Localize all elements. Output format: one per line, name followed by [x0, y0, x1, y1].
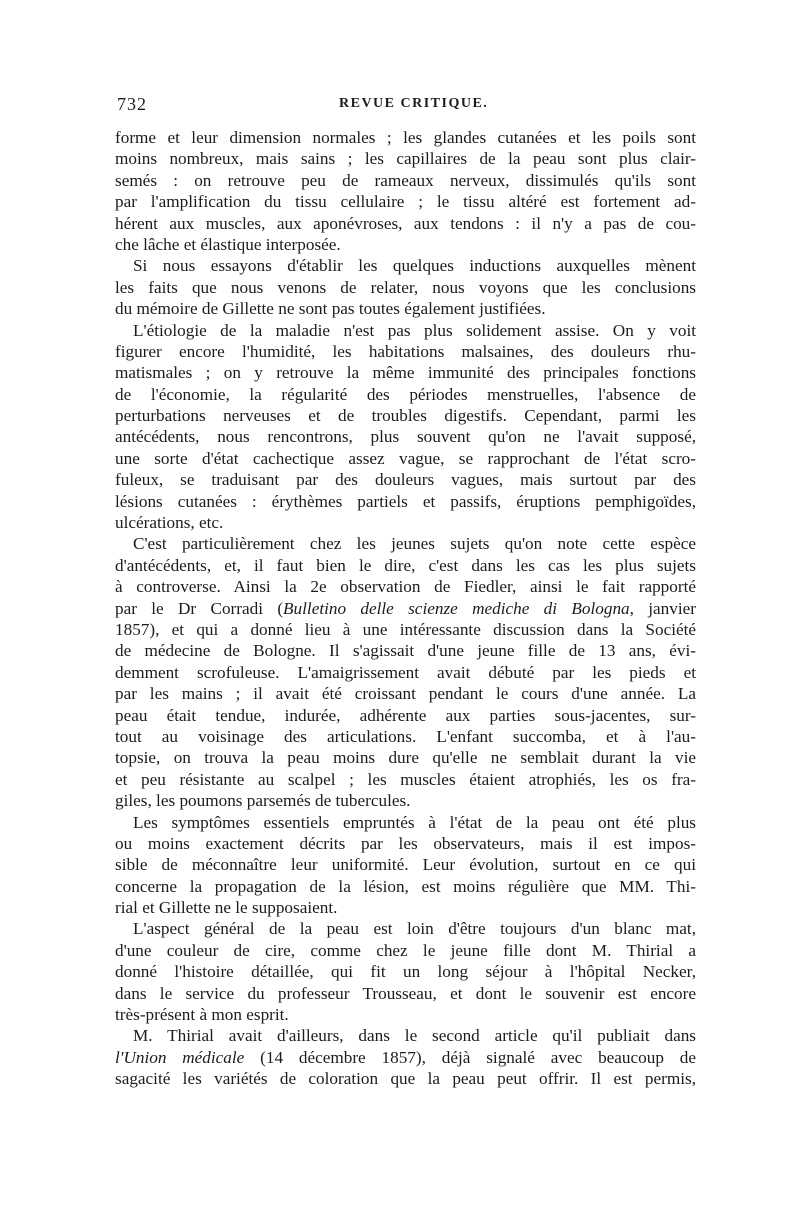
text-line: dans le service du professeur Trousseau, et dont le souvenir est encore	[115, 983, 696, 1003]
text-line: donné l'histoire détaillée, qui fit un long séjour à l'hôpital Necker,	[115, 962, 696, 982]
text-line: sible de méconnaître leur uniformité. Leur évolution, surtout en ce qui	[115, 855, 696, 875]
text-line: sagacité les variétés de coloration que la peau peut offrir. Il est permis,	[115, 1069, 696, 1089]
text-line: et peu résistante au scalpel ; les muscles étaient atrophiés, les os fra-	[115, 769, 696, 789]
text-line: 1857), et qui a donné lieu à une intéressante discussion dans la Société	[115, 619, 696, 639]
text-line: fuleux, se traduisant par des douleurs vagues, mais surtout par des	[115, 470, 696, 490]
text-line: rial et Gillette ne le supposaient.	[115, 898, 338, 918]
text-line: antécédents, nous rencontrons, plus souvent qu'on ne l'avait supposé,	[115, 427, 696, 447]
text-line: figurer encore l'humidité, les habitations malsaines, des douleurs rhu-	[115, 341, 696, 361]
text-line: Les symptômes essentiels empruntés à l'état de la peau ont été plus	[133, 812, 696, 832]
text-line: à controverse. Ainsi la 2e observation de Fiedler, ainsi le fait rapporté	[115, 577, 696, 597]
text-line: d'une couleur de cire, comme chez le jeune fille dont M. Thirial a	[115, 940, 696, 960]
body-text	[115, 127, 696, 1090]
text-line: très-présent à mon esprit.	[115, 1005, 289, 1025]
text-line: giles, les poumons parsemés de tubercules.	[115, 791, 411, 811]
text-line: de l'économie, la régularité des périodes menstruelles, l'absence de	[115, 384, 696, 404]
text-line: perturbations nerveuses et de troubles digestifs. Cependant, parmi les	[115, 406, 696, 426]
text-line: topsie, on trouva la peau moins dure qu'elle ne semblait durant la vie	[115, 748, 696, 768]
text-line: l'Union médicale (14 décembre 1857), déjà signalé avec beaucoup de	[115, 1047, 696, 1067]
text-line: par le Dr Corradi (Bulletino delle scienze mediche di Bologna, janvier	[115, 598, 696, 618]
text-line: peau était tendue, indurée, adhérente aux parties sous-jacentes, sur-	[115, 705, 696, 725]
italic-title: l'Union médicale	[115, 1047, 245, 1067]
text-line: M. Thirial avait d'ailleurs, dans le second article qu'il publiait dans	[133, 1026, 696, 1046]
running-head: REVUE CRITIQUE.	[339, 96, 489, 111]
text-line: forme et leur dimension normales ; les glandes cutanées et les poils sont	[115, 128, 696, 147]
text-line: demment scrofuleuse. L'amaigrissement avait débuté par les pieds et	[115, 662, 696, 682]
text-line: Si nous essayons d'établir les quelques inductions auxquelles mènent	[133, 256, 696, 276]
page-header	[117, 94, 694, 124]
text-line: les faits que nous venons de relater, nous voyons que les conclusions	[115, 277, 696, 297]
text-line: hérent aux muscles, aux aponévroses, aux tendons : il n'y a pas de cou-	[115, 213, 696, 233]
text-line: concerne la propagation de la lésion, est moins régulière que MM. Thi-	[115, 876, 696, 896]
text-line: moins nombreux, mais sains ; les capillaires de la peau sont plus clair-	[115, 149, 696, 169]
italic-title: Bulletino delle scienze mediche di Bologna	[283, 598, 630, 618]
text-line: ulcérations, etc.	[115, 513, 224, 533]
text-line: d'antécédents, et, il faut bien le dire, c'est dans les cas les plus sujets	[115, 555, 696, 575]
text-line: lésions cutanées : érythèmes partiels et passifs, éruptions pemphigoïdes,	[115, 491, 696, 511]
text-line: par l'amplification du tissu cellulaire ; le tissu altéré est fortement ad-	[115, 192, 696, 212]
text-line: che lâche et élastique interposée.	[115, 234, 341, 254]
text-line: par les mains ; il avait été croissant pendant le cours d'une année. La	[115, 684, 696, 704]
text-line: L'aspect général de la peau est loin d'être toujours d'un blanc mat,	[133, 919, 696, 939]
text-line: de médecine de Bologne. Il s'agissait d'une jeune fille de 13 ans, évi-	[115, 641, 696, 661]
text-line: du mémoire de Gillette ne sont pas toutes également justifiées.	[115, 299, 546, 319]
text-line: semés : on retrouve peu de rameaux nerveux, dissimulés qu'ils sont	[115, 170, 696, 190]
text-line: tout au voisinage des articulations. L'enfant succomba, et à l'au-	[115, 726, 696, 746]
text-line: ou moins exactement décrits par les observateurs, mais il est impos-	[115, 833, 696, 853]
page-number: 732	[117, 94, 147, 114]
text-line: C'est particulièrement chez les jeunes sujets qu'on note cette espèce	[133, 534, 696, 554]
text-line: L'étiologie de la maladie n'est pas plus solidement assise. On y voit	[133, 320, 696, 340]
text-line: matismales ; on y retrouve la même immunité des principales fonctions	[115, 363, 696, 383]
text-line: une sorte d'état cachectique assez vague, se rapprochant de l'état scro-	[115, 448, 696, 468]
